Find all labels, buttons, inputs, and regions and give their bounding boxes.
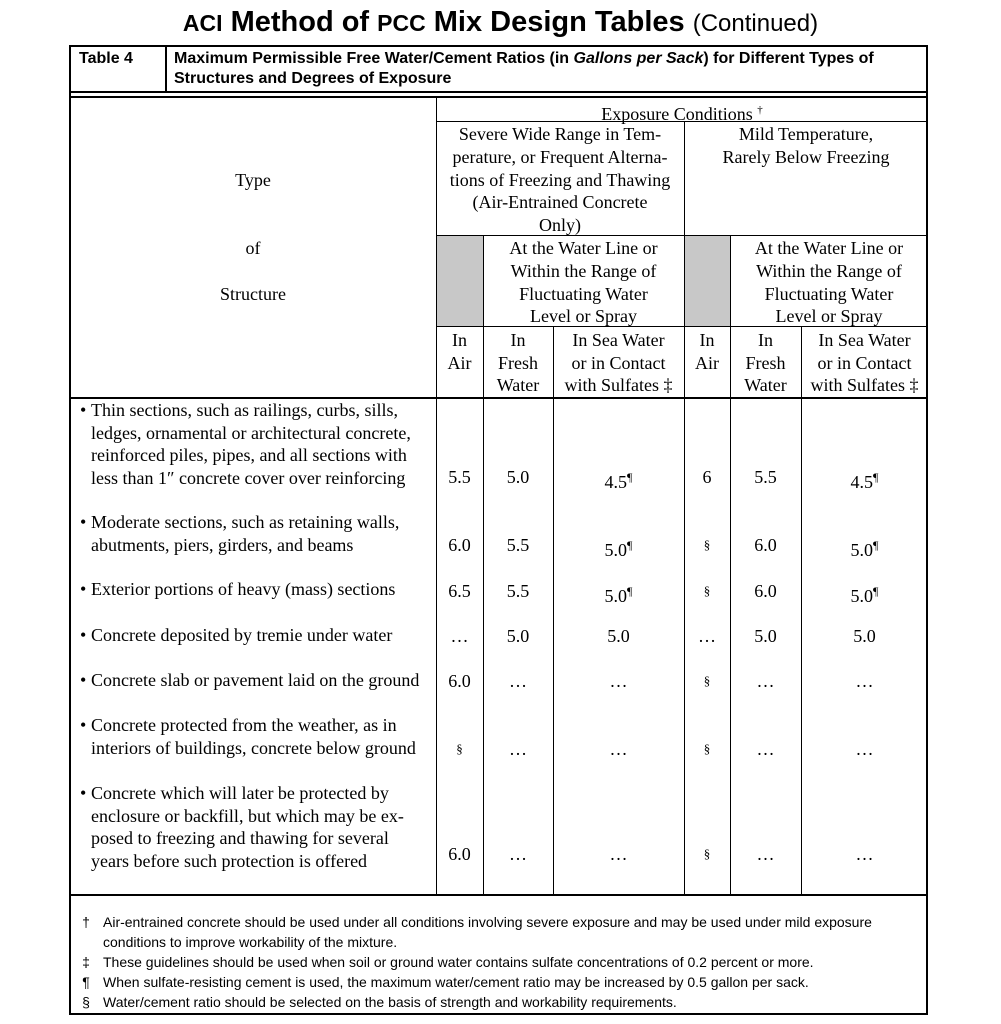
severe-line-3: tions of Freezing and Thawing — [449, 170, 671, 190]
ratio-value-cell: … — [609, 844, 628, 864]
bullet-icon: • — [80, 579, 87, 599]
body-bottom-rule — [69, 894, 928, 896]
waterline-severe-4: Level or Spray — [530, 306, 637, 326]
pilcrow-mark: ¶ — [873, 584, 879, 598]
bullet-icon: • — [80, 783, 87, 803]
caption-part-a: Maximum Permissible Free Water/Cement Ratios (in — [174, 50, 574, 67]
ratio-value-cell: § — [703, 583, 711, 598]
row-description-line: Concrete which will later be protected by — [91, 783, 389, 803]
ratio-value-cell: 5.0¶ — [850, 584, 879, 606]
mild-line-1: Mild Temperature, — [738, 124, 874, 144]
waterline-mild-1: At the Water Line or — [754, 238, 904, 258]
footnote-text: When sulfate-resisting cement is used, the maximum water/cement ratio may be increased by 0.5 gallon per sack. — [103, 974, 809, 990]
col-sea-severe-3: with Sulfates ‡ — [564, 375, 673, 395]
ratio-value-cell: § — [703, 673, 711, 688]
col-sea-severe-2: or in Contact — [571, 353, 666, 373]
title-aci: ACI — [182, 10, 223, 36]
caption-part-b: ) for Different Types of Structures and Degrees of Exposure — [174, 50, 874, 87]
ratio-value-cell: 5.0 — [506, 467, 530, 487]
severe-line-4: (Air-Entrained Concrete — [472, 192, 648, 212]
ratio-value-cell: 5.5 — [506, 581, 530, 601]
row-structure-description — [80, 669, 430, 692]
mild-line-2: Rarely Below Freezing — [722, 147, 890, 167]
col-rule-sea-2 — [801, 326, 802, 894]
table-caption — [174, 49, 924, 89]
footnote-text: Air-entrained concrete should be used under all conditions involving severe exposure and may be used under mild exposure conditions to improve workability of the mixture. — [103, 914, 872, 950]
structure-label: Structure — [220, 284, 286, 304]
col-fresh-mild-1: In — [758, 330, 773, 350]
row-description-line: less than 1″ concrete cover over reinforcing — [91, 467, 406, 488]
title-mix: Mix Design Tables — [425, 6, 693, 38]
shaded-cell-mild — [685, 236, 730, 326]
ratio-value-cell: … — [855, 671, 874, 691]
footnote-text: These guidelines should be used when soil or ground water contains sulfate concentrations of 0.2 percent or more. — [103, 954, 814, 970]
caption-italic: Gallons per Sack — [573, 50, 704, 67]
ratio-value-cell: 5.0 — [506, 626, 530, 646]
exposure-conditions-label: Exposure Conditions — [601, 104, 753, 124]
row-structure-description — [80, 511, 430, 556]
ratio-value-cell: 6.5 — [448, 581, 471, 601]
col-sea-mild-2: or in Contact — [817, 353, 912, 373]
ratio-value-cell: 5.0¶ — [850, 538, 879, 560]
row-description-line: Moderate sections, such as retaining walls, — [91, 512, 400, 532]
footnote-mark: § — [82, 994, 90, 1010]
ratio-value-cell: 5.5 — [754, 467, 777, 487]
exposure-conditions-header — [436, 99, 928, 126]
row-structure-description — [80, 624, 430, 647]
footnote-dagger — [79, 912, 924, 952]
caption-rule — [69, 91, 928, 93]
ratio-value-cell: 5.0 — [754, 626, 777, 646]
ratio-value-cell: 5.5 — [506, 535, 530, 555]
col-fresh-severe-3: Water — [496, 375, 540, 395]
pilcrow-mark: ¶ — [873, 538, 879, 552]
title-pcc: PCC — [377, 10, 426, 36]
page-title — [0, 2, 1001, 44]
ratio-value-cell: 5.0¶ — [604, 584, 633, 606]
of-label: of — [245, 238, 261, 258]
row-description-line: years before such protection is offered — [91, 850, 368, 871]
severe-line-5: Only) — [539, 215, 581, 235]
ratio-value-cell: … — [756, 844, 775, 864]
col-fresh-mild-2: Fresh — [745, 353, 786, 373]
col-air-severe-2: Air — [447, 353, 472, 373]
ratio-value-cell: … — [756, 671, 775, 691]
ratio-value-cell: … — [855, 739, 874, 759]
ratio-value-cell: 4.5¶ — [604, 470, 633, 492]
pilcrow-mark: ¶ — [627, 470, 633, 484]
col-rule-sea-1 — [553, 326, 554, 894]
ratio-value-cell: … — [698, 626, 716, 646]
col-rule-mild — [684, 121, 685, 894]
row-description-line: Concrete deposited by tremie under water — [91, 625, 393, 645]
table-label: Table 4 — [79, 50, 133, 67]
ratio-value-cell: § — [703, 537, 711, 552]
col-sea-mild-3: with Sulfates ‡ — [810, 375, 919, 395]
ratio-value-cell: 6.0 — [754, 535, 777, 555]
footnote-mark: ¶ — [82, 974, 90, 990]
row-structure-description — [80, 578, 430, 601]
col-air-severe-1: In — [452, 330, 467, 350]
ratio-value-cell: … — [609, 739, 628, 759]
ratio-value-cell: … — [756, 739, 775, 759]
waterline-mild-2: Within the Range of — [756, 261, 902, 281]
ratio-value-cell: 6 — [702, 467, 712, 487]
severe-line-1: Severe Wide Range in Tem- — [458, 124, 662, 144]
row-description-line: ledges, ornamental or architectural concrete, — [91, 422, 411, 443]
bullet-icon: • — [80, 715, 87, 735]
footnote-section — [79, 992, 924, 1012]
ratio-value-cell: 5.0 — [853, 626, 876, 646]
col-air-mild-2: Air — [695, 353, 719, 373]
title-continued: (Continued) — [692, 10, 819, 37]
col-sea-severe-1: In Sea Water — [572, 330, 665, 350]
ratio-value-cell: 6.0 — [754, 581, 777, 601]
row-description-line: Concrete slab or pavement laid on the ground — [91, 670, 420, 690]
ratio-value-cell: § — [703, 846, 711, 861]
row-description-line: posed to freezing and thawing for several — [91, 828, 389, 849]
footnote-mark: † — [82, 914, 90, 930]
row-structure-description — [80, 782, 430, 872]
pilcrow-mark: ¶ — [627, 584, 633, 598]
bullet-icon: • — [80, 400, 87, 420]
ratio-value-cell: … — [855, 844, 874, 864]
row-description-line: Concrete protected from the weather, as in — [91, 715, 397, 735]
row-structure-description — [80, 714, 430, 759]
table-label-box — [69, 45, 167, 92]
col-fresh-severe-2: Fresh — [498, 353, 538, 373]
severe-line-2: perature, or Frequent Alterna- — [452, 147, 668, 167]
col-air-mild-1: In — [699, 330, 715, 350]
ratio-value-cell: § — [703, 741, 711, 756]
footnote-pilcrow — [79, 972, 924, 992]
footnote-text: Water/cement ratio should be selected on the basis of strength and workability requirements. — [103, 994, 677, 1010]
waterline-mild-4: Level or Spray — [775, 306, 883, 326]
row-description-line: enclosure or backfill, but which may be ex- — [91, 805, 404, 826]
col-fresh-severe-1: In — [510, 330, 526, 350]
title-method: Method of — [222, 6, 378, 38]
row-description-line: reinforced piles, pipes, and all sections with — [91, 445, 407, 466]
waterline-severe-1: At the Water Line or — [509, 238, 658, 258]
row-description-line: abutments, piers, girders, and beams — [91, 534, 354, 555]
ratio-value-cell: … — [609, 671, 628, 691]
bullet-icon: • — [80, 512, 87, 532]
ratio-value-cell: … — [509, 671, 527, 691]
bullet-icon: • — [80, 670, 87, 690]
ratio-value-cell: 5.5 — [448, 467, 471, 487]
ratio-value-cell: 5.0¶ — [604, 538, 633, 560]
pilcrow-mark: ¶ — [627, 538, 633, 552]
ratio-value-cell: 6.0 — [448, 535, 471, 555]
waterline-mild-3: Fluctuating Water — [764, 284, 894, 304]
ratio-value-cell: 6.0 — [448, 844, 471, 864]
row-description-line: Thin sections, such as railings, curbs, sills, — [91, 400, 398, 420]
shaded-cell-severe — [437, 236, 483, 326]
ratio-value-cell: … — [450, 626, 469, 646]
row-description-line: interiors of buildings, concrete below ground — [91, 737, 416, 758]
waterline-severe-2: Within the Range of — [510, 261, 657, 281]
footnote-mark: ‡ — [82, 954, 90, 970]
footnote-double-dagger — [79, 952, 924, 972]
ratio-value-cell: 5.0 — [607, 626, 630, 646]
col-fresh-mild-3: Water — [744, 375, 787, 395]
ratio-value-cell: … — [509, 739, 527, 759]
footnotes — [79, 912, 924, 1012]
waterline-severe-3: Fluctuating Water — [519, 284, 648, 304]
row-description-line: Exterior portions of heavy (mass) sections — [91, 579, 396, 599]
pilcrow-mark: ¶ — [873, 470, 879, 484]
ratio-value-cell: § — [456, 741, 463, 756]
col-sea-mild-1: In Sea Water — [818, 330, 911, 350]
row-structure-description — [80, 399, 430, 489]
dagger-mark: † — [757, 104, 763, 116]
type-label: Type — [235, 170, 271, 190]
bullet-icon: • — [80, 625, 87, 645]
header-top-rule — [69, 96, 928, 98]
ratio-value-cell: … — [509, 844, 527, 864]
ratio-value-cell: 4.5¶ — [850, 470, 879, 492]
ratio-value-cell: 6.0 — [448, 671, 471, 691]
